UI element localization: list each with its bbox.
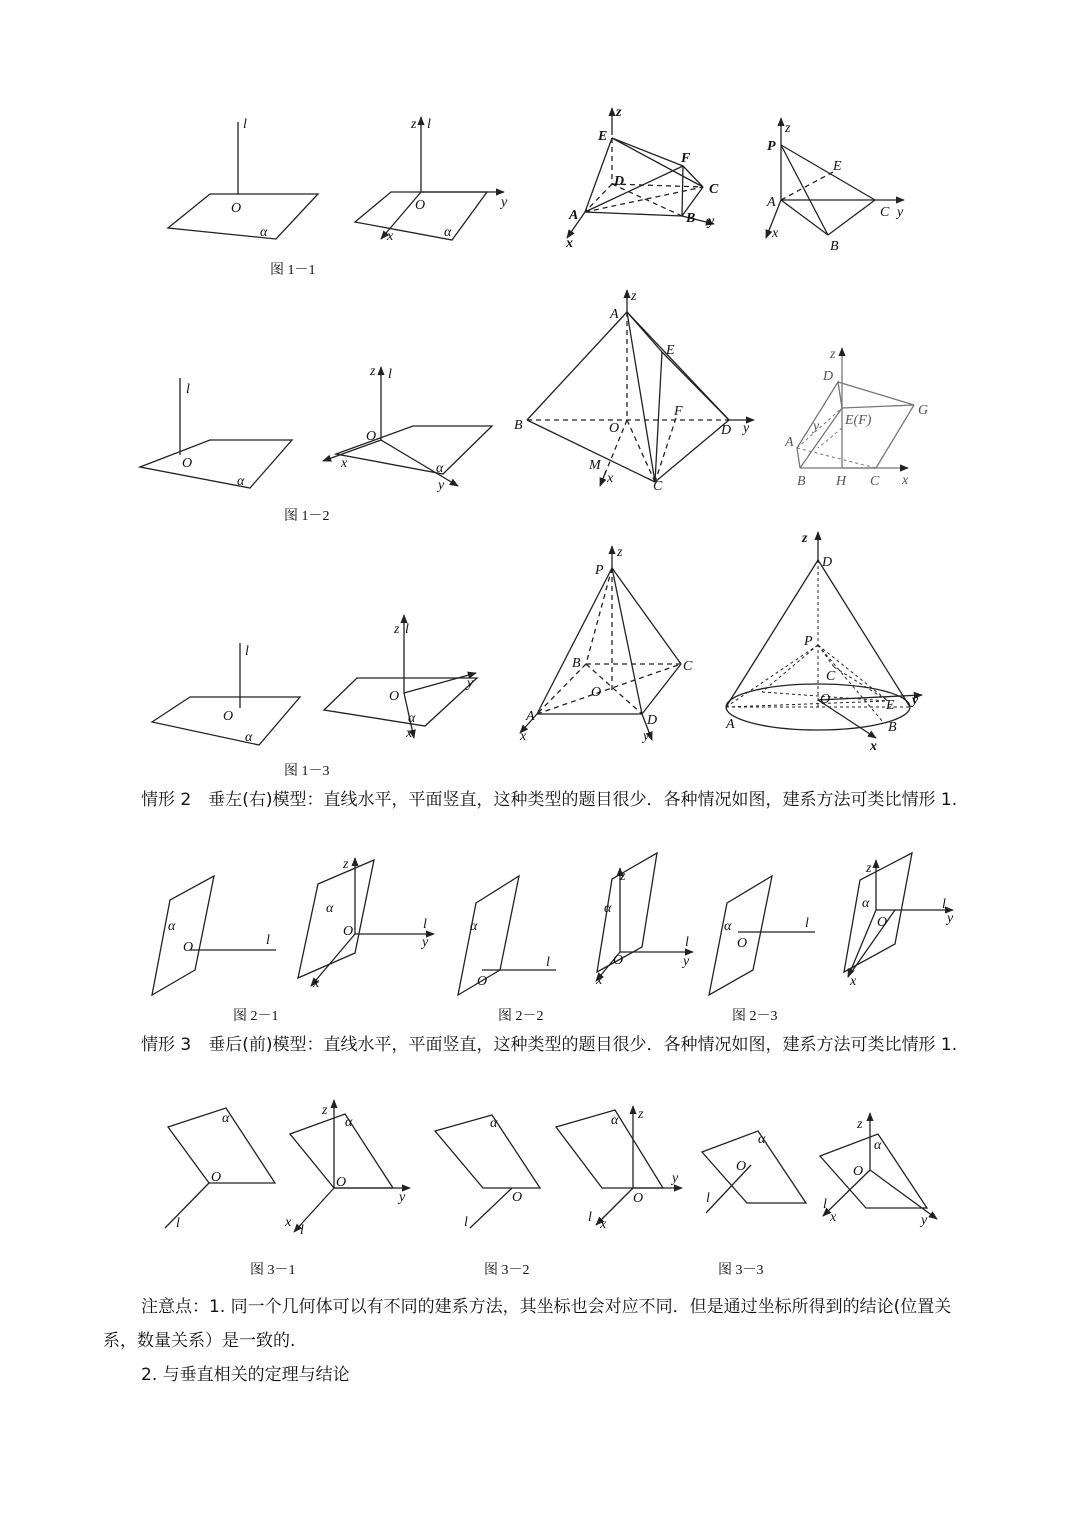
svg-text:l: l	[706, 1191, 710, 1206]
svg-text:α: α	[436, 461, 444, 476]
svg-text:l: l	[588, 1210, 592, 1225]
svg-text:z: z	[857, 1117, 863, 1132]
svg-text:D: D	[721, 423, 732, 438]
svg-text:M: M	[589, 458, 601, 473]
caption-fig3-2: 图 3－2	[484, 1263, 530, 1278]
svg-text:y: y	[743, 421, 750, 436]
svg-text:B: B	[572, 656, 581, 671]
svg-text:x: x	[406, 726, 413, 741]
svg-text:E: E	[666, 343, 675, 358]
svg-text:l: l	[823, 1197, 827, 1212]
svg-text:C: C	[683, 659, 693, 674]
svg-text:x: x	[607, 471, 614, 486]
svg-text:y: y	[467, 676, 474, 691]
svg-text:O: O	[737, 936, 748, 951]
svg-text:A: A	[569, 208, 579, 223]
svg-text:x: x	[902, 473, 909, 488]
svg-text:α: α	[862, 896, 870, 911]
svg-text:O: O	[736, 1159, 747, 1174]
fig2-1-a	[152, 876, 276, 995]
svg-text:A: A	[726, 717, 735, 732]
fig3-1-a	[165, 1108, 275, 1231]
svg-text:α: α	[490, 1116, 498, 1131]
svg-text:x: x	[870, 739, 877, 754]
paragraph-case-3: 情形 3 垂后(前)模型：直线水平，平面竖直，这种类型的题目很少．各种情况如图，建系方法可类比情形 1.	[141, 1035, 958, 1055]
svg-text:O: O	[820, 692, 831, 707]
svg-text:x: x	[830, 1210, 837, 1225]
paragraph-note-2: 2. 与垂直相关的定理与结论	[141, 1365, 350, 1385]
fig1-3-pyramid	[519, 545, 693, 744]
svg-text:B: B	[830, 239, 839, 254]
svg-text:z: z	[638, 1107, 644, 1122]
svg-text:l: l	[243, 117, 247, 132]
svg-text:C: C	[653, 479, 663, 494]
paragraph-note-1: 注意点：1. 同一个几何体可以有不同的建系方法，其坐标也会对应不同．但是通过坐标所得到的结论(位置关系，数量关系）是一致的.	[103, 1297, 952, 1351]
fig3-1-b	[284, 1100, 410, 1238]
svg-text:P: P	[804, 634, 813, 649]
svg-text:α: α	[245, 730, 253, 745]
svg-text:α: α	[168, 919, 176, 934]
svg-text:l: l	[685, 935, 689, 950]
svg-text:O: O	[182, 456, 193, 471]
svg-text:z: z	[866, 861, 872, 876]
svg-text:x: x	[520, 729, 527, 744]
svg-text:l: l	[245, 644, 249, 659]
svg-text:O: O	[223, 709, 234, 724]
svg-text:y: y	[438, 478, 445, 493]
svg-text:z: z	[802, 531, 808, 546]
svg-text:l: l	[546, 955, 550, 970]
svg-text:x: x	[387, 229, 394, 244]
caption-fig2-2: 图 2－2	[498, 1009, 544, 1024]
svg-text:O: O	[613, 953, 624, 968]
svg-text:α: α	[326, 901, 334, 916]
svg-text:α: α	[724, 919, 732, 934]
svg-text:O: O	[512, 1190, 523, 1205]
svg-text:α: α	[611, 1113, 619, 1128]
svg-text:O: O	[389, 689, 400, 704]
svg-text:O: O	[336, 1175, 347, 1190]
svg-text:F: F	[681, 151, 691, 166]
svg-text:y: y	[813, 419, 820, 434]
svg-text:y: y	[921, 1213, 928, 1228]
svg-text:O: O	[633, 1191, 644, 1206]
svg-text:z: z	[616, 105, 622, 120]
figure-3	[165, 1100, 937, 1278]
svg-text:O: O	[477, 974, 488, 989]
svg-text:D: D	[647, 713, 658, 728]
fig3-3-a	[702, 1131, 806, 1213]
svg-text:B: B	[797, 474, 806, 489]
svg-text:E: E	[833, 159, 842, 174]
svg-text:O: O	[211, 1170, 222, 1185]
svg-text:A: A	[526, 709, 535, 724]
svg-text:y: y	[501, 195, 508, 210]
svg-text:z: z	[830, 347, 836, 362]
fig1-2-octahedron	[514, 289, 754, 494]
svg-text:O: O	[183, 940, 194, 955]
svg-text:B: B	[686, 211, 696, 226]
fig3-2-b	[556, 1106, 682, 1232]
svg-text:α: α	[604, 901, 612, 916]
fig1-1-pyramid	[766, 118, 904, 254]
svg-text:E: E	[886, 698, 895, 713]
svg-text:x: x	[285, 1215, 292, 1230]
svg-text:l: l	[805, 916, 809, 931]
svg-text:α: α	[345, 1115, 353, 1130]
svg-text:z: z	[343, 857, 349, 872]
svg-text:y: y	[422, 935, 429, 950]
svg-text:D: D	[823, 369, 834, 384]
caption-fig1-3: 图 1－3	[284, 764, 330, 779]
paragraph-case-2: 情形 2 垂左(右)模型：直线水平，平面竖直，这种类型的题目很少．各种情况如图，建系方法可类比情形 1.	[141, 790, 958, 810]
svg-text:y: y	[399, 1190, 406, 1205]
svg-text:P: P	[595, 563, 604, 578]
svg-text:x: x	[600, 1217, 607, 1232]
svg-text:l: l	[186, 382, 190, 397]
svg-text:l: l	[405, 622, 409, 637]
svg-text:x: x	[850, 974, 857, 989]
svg-text:x: x	[596, 973, 603, 988]
svg-text:E: E	[598, 129, 608, 144]
svg-text:y: y	[912, 693, 919, 708]
caption-fig2-1: 图 2－1	[233, 1009, 279, 1024]
caption-fig1-1: 图 1－1	[270, 263, 316, 278]
svg-text:A: A	[767, 195, 776, 210]
figure-2	[152, 853, 954, 1024]
svg-text:x: x	[341, 456, 348, 471]
svg-text:O: O	[591, 685, 602, 700]
svg-text:O: O	[231, 201, 242, 216]
svg-text:B: B	[888, 720, 897, 735]
svg-text:O: O	[366, 429, 377, 444]
svg-text:C: C	[709, 182, 719, 197]
fig3-3-b	[820, 1113, 937, 1228]
svg-text:α: α	[758, 1132, 766, 1147]
fig1-2-prism	[784, 347, 928, 489]
svg-text:D: D	[822, 555, 833, 570]
fig2-3-b	[844, 853, 954, 989]
fig2-2-a	[458, 876, 556, 995]
svg-text:l: l	[176, 1216, 180, 1231]
svg-text:O: O	[853, 1164, 864, 1179]
fig1-1-plane-axes	[355, 117, 508, 244]
figure-1-2	[140, 289, 928, 524]
fig1-3-plane-line	[152, 643, 300, 745]
svg-text:l: l	[388, 367, 392, 382]
svg-text:y: y	[643, 729, 650, 744]
svg-text:C: C	[870, 474, 880, 489]
svg-text:O: O	[343, 924, 354, 939]
svg-text:l: l	[427, 117, 431, 132]
fig1-3-cone	[725, 531, 922, 754]
svg-text:z: z	[631, 289, 637, 304]
svg-text:l: l	[266, 933, 270, 948]
svg-text:α: α	[260, 225, 268, 240]
caption-fig3-3: 图 3－3	[718, 1263, 764, 1278]
svg-text:z: z	[394, 622, 400, 637]
figure-1-1	[168, 105, 904, 278]
svg-text:y: y	[708, 214, 715, 229]
svg-text:l: l	[942, 897, 946, 912]
svg-text:O: O	[609, 421, 620, 436]
svg-text:x: x	[566, 236, 573, 251]
svg-text:α: α	[874, 1138, 882, 1153]
svg-text:z: z	[620, 869, 626, 884]
fig1-2-plane-line	[140, 378, 292, 489]
svg-text:y: y	[897, 205, 904, 220]
svg-text:l: l	[423, 917, 427, 932]
caption-fig3-1: 图 3－1	[250, 1263, 296, 1278]
svg-text:α: α	[237, 474, 245, 489]
svg-text:l: l	[464, 1215, 468, 1230]
fig2-2-b	[595, 853, 693, 988]
fig2-1-b	[298, 857, 434, 991]
svg-text:α: α	[222, 1111, 230, 1126]
svg-text:z: z	[411, 117, 417, 132]
svg-text:z: z	[370, 364, 376, 379]
svg-text:O: O	[415, 198, 426, 213]
svg-text:E(F): E(F)	[845, 413, 872, 428]
svg-text:D: D	[614, 174, 625, 189]
svg-text:F: F	[674, 404, 683, 419]
svg-text:y: y	[672, 1171, 679, 1186]
svg-text:α: α	[444, 225, 452, 240]
fig1-1-plane-line	[168, 117, 318, 240]
svg-text:z: z	[785, 121, 791, 136]
svg-text:B: B	[514, 418, 523, 433]
svg-text:z: z	[617, 545, 623, 560]
fig3-2-a	[435, 1115, 540, 1230]
svg-text:A: A	[610, 307, 619, 322]
caption-fig2-3: 图 2－3	[732, 1009, 778, 1024]
svg-text:O: O	[877, 915, 888, 930]
svg-text:z: z	[322, 1103, 328, 1118]
svg-text:G: G	[918, 403, 929, 418]
fig1-3-plane-axes	[324, 615, 477, 741]
svg-text:l: l	[300, 1223, 304, 1238]
svg-text:C: C	[880, 205, 890, 220]
svg-text:x: x	[313, 976, 320, 991]
svg-text:y: y	[683, 954, 690, 969]
svg-text:α: α	[408, 711, 416, 726]
fig1-2-plane-axes	[323, 364, 492, 493]
fig1-1-prism	[565, 105, 719, 251]
caption-fig1-2: 图 1－2	[284, 509, 330, 524]
svg-text:P: P	[767, 139, 776, 154]
fig2-3-a	[709, 876, 815, 995]
svg-text:y: y	[947, 911, 954, 926]
svg-text:A: A	[785, 435, 794, 450]
svg-text:x: x	[772, 226, 779, 241]
figure-1-3	[152, 531, 922, 779]
svg-text:H: H	[836, 474, 847, 489]
svg-text:α: α	[470, 919, 478, 934]
svg-text:C: C	[826, 669, 836, 684]
